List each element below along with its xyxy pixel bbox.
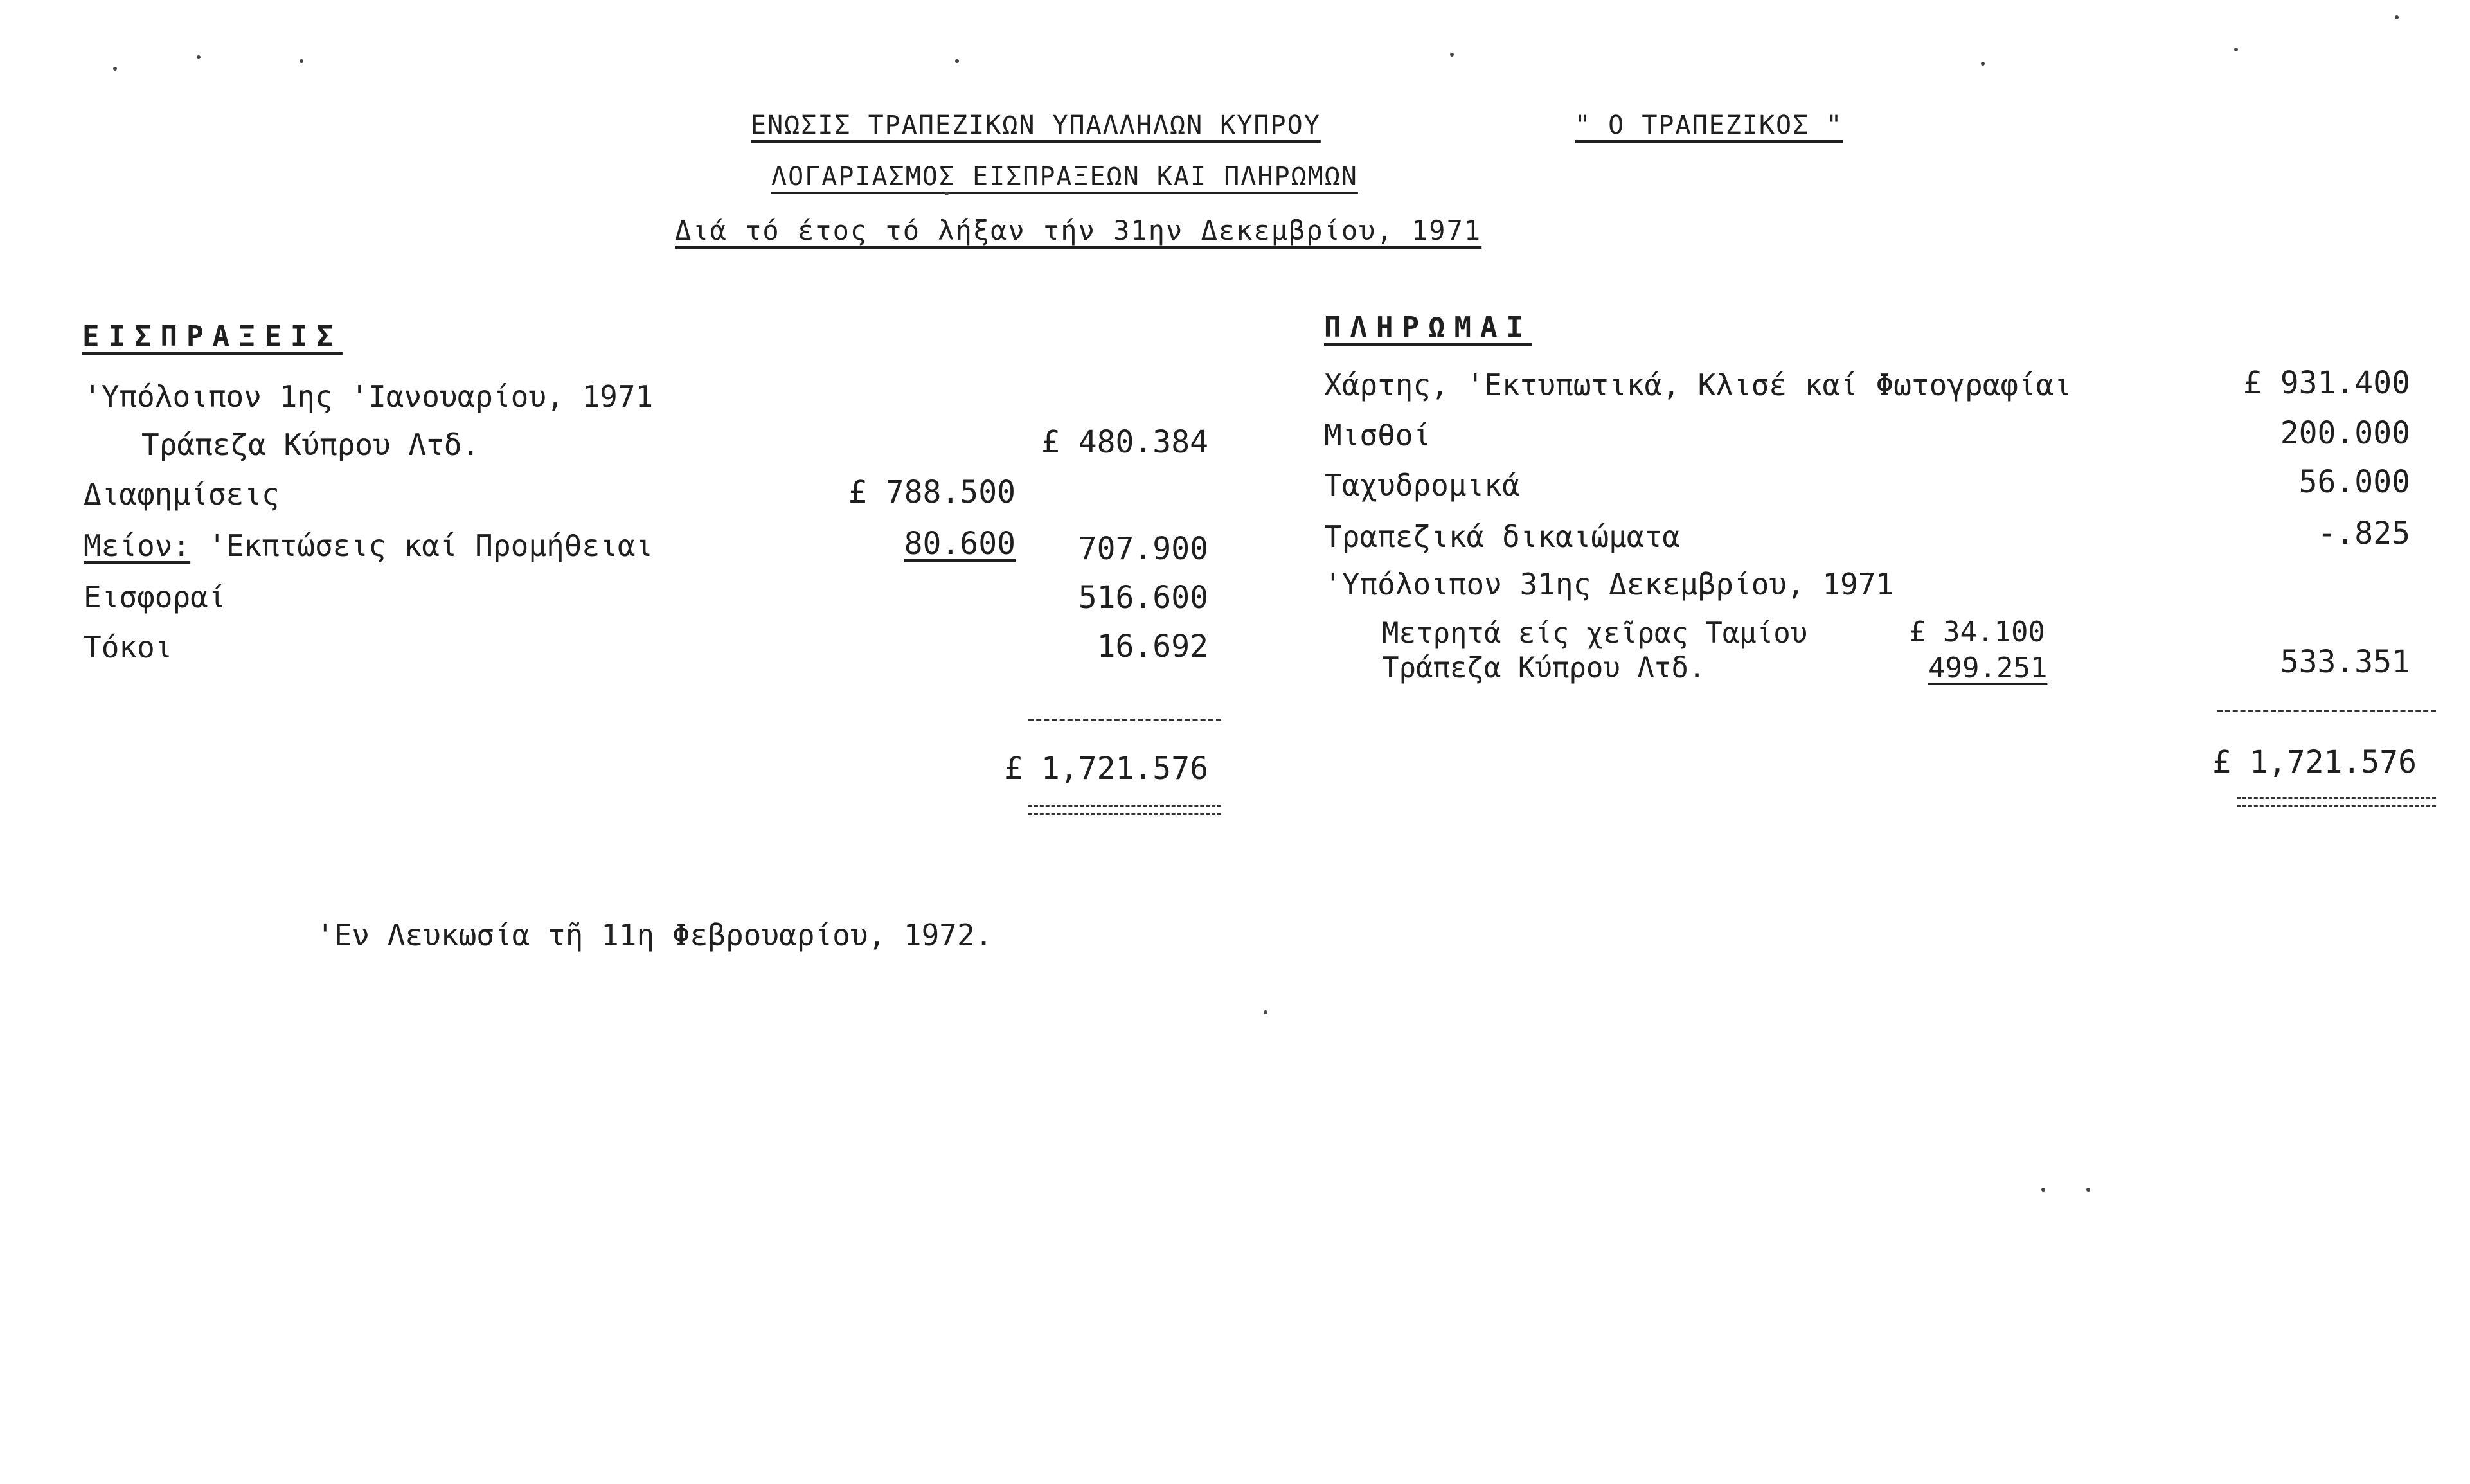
payments-bank-label: Τράπεζα Κύπρου Λτδ.: [1382, 652, 1706, 684]
closing-balance-label: 'Υπόλοιπον 31ης Δεκεμβρίου, 1971: [1324, 567, 1894, 602]
receipts-subtotal-rule: [1028, 719, 1221, 721]
payments-heading: ΠΛΗΡΩΜΑΙ: [1324, 311, 1532, 344]
publication-title: " Ο ΤΡΑΠΕΖΙΚΟΣ ": [1575, 111, 1843, 140]
closing-balance-amount: 533.351: [2280, 644, 2410, 680]
place-and-date: 'Εν Λευκωσία τῆ 11η Φεβρουαρίου, 1972.: [316, 918, 993, 952]
cash-label: Μετρητά είς χεῖρας Ταμίου: [1382, 617, 1808, 650]
receipts-total-double-rule: [1028, 805, 1221, 815]
salaries-label: Μισθοί: [1324, 418, 1431, 452]
ads-gross-amount: £ 788.500: [848, 474, 1016, 510]
payments-total: £ 1,721.576: [2212, 744, 2417, 780]
scan-speck: [955, 59, 959, 63]
scan-speck: [1981, 62, 1985, 66]
scan-speck: [113, 67, 117, 71]
less-label: 'Εκπτώσεις καί Προμήθειαι: [208, 528, 654, 563]
postage-amount: 56.000: [2298, 464, 2410, 500]
receipts-heading: ΕΙΣΠΡΑΞΕΙΣ: [82, 320, 343, 353]
scan-speck: [2234, 48, 2238, 51]
less-amount: 80.600: [904, 526, 1016, 562]
bank-charges-label: Τραπεζικά δικαιώματα: [1324, 519, 1680, 554]
postage-label: Ταχυδρομικά: [1324, 468, 1520, 503]
scan-speck: [2086, 1188, 2090, 1192]
opening-balance-label: 'Υπόλοιπον 1ης 'Ιανουαρίου, 1971: [84, 379, 654, 414]
scan-speck: [2041, 1188, 2045, 1192]
payments-total-double-rule: [2237, 797, 2436, 807]
scan-speck: [2395, 15, 2399, 19]
scan-speck: [945, 192, 949, 195]
interest-label: Τόκοι: [84, 630, 173, 665]
paper-label: Χάρτης, 'Εκτυπωτικά, Κλισέ καί Φωτογραφίαι: [1324, 368, 2072, 402]
statement-title: ΛΟΓΑΡΙΑΣΜΟΣ ΕΙΣΠΡΑΞΕΩΝ ΚΑΙ ΠΛΗΡΩΜΩΝ: [771, 162, 1358, 192]
ads-label: Διαφημίσεις: [84, 477, 280, 512]
bank-charges-amount: -.825: [2317, 515, 2410, 551]
scan-speck: [1450, 53, 1454, 57]
payments-subtotal-rule: [2217, 710, 2436, 712]
scan-speck: [300, 59, 303, 63]
receipts-total: £ 1,721.576: [1004, 751, 1208, 787]
receipts-bank-label: Τράπεζα Κύπρου Λτδ.: [141, 427, 480, 462]
salaries-amount: 200.000: [2280, 415, 2410, 451]
less-row: [84, 528, 653, 563]
contributions-amount: 516.600: [1078, 580, 1208, 616]
ads-net-amount: 707.900: [1078, 531, 1208, 567]
union-title: ΕΝΩΣΙΣ ΤΡΑΠΕΖΙΚΩΝ ΥΠΑΛΛΗΛΩΝ ΚΥΠΡΟΥ: [751, 111, 1321, 140]
receipts-bank-amount: £ 480.384: [1041, 424, 1208, 460]
contributions-label: Εισφοραί: [84, 580, 226, 614]
scan-speck: [197, 55, 201, 59]
payments-bank-amount: 499.251: [1928, 652, 2048, 684]
interest-amount: 16.692: [1096, 629, 1208, 665]
statement-period: Διά τό έτος τό λήξαν τήν 31ην Δεκεμβρίου, 1971: [675, 215, 1482, 246]
cash-amount: £ 34.100: [1909, 616, 2045, 648]
scan-speck: [1264, 1010, 1267, 1014]
paper-amount: £ 931.400: [2242, 365, 2410, 401]
less-word: Μείον:: [84, 528, 191, 563]
